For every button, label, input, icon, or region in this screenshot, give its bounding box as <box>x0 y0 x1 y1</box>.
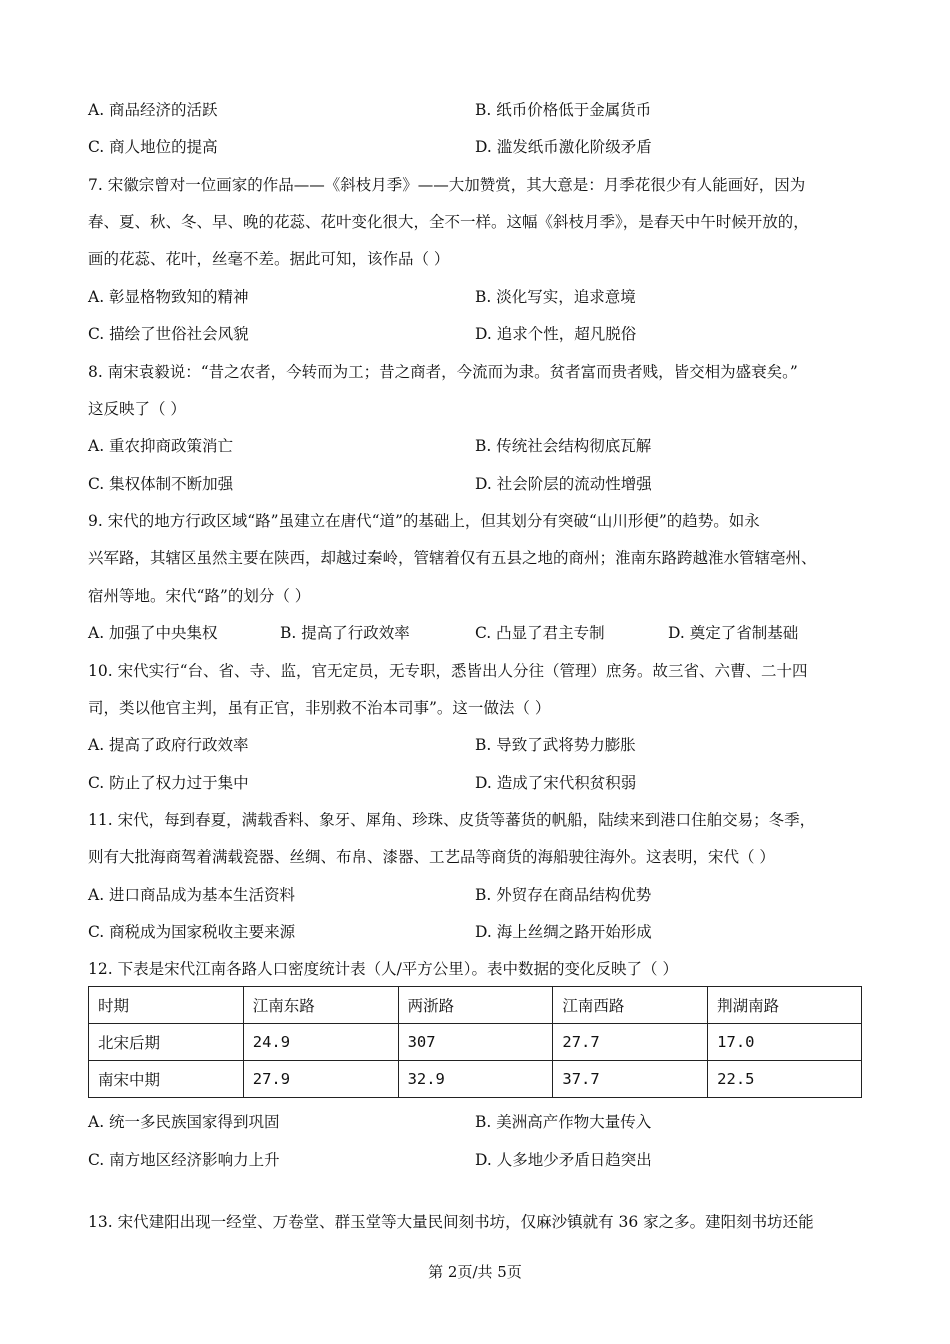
table-row <box>89 1024 862 1061</box>
table-cell: 17.0 <box>708 1024 862 1061</box>
q9-stem-line-1: 9. 宋代的地方行政区域“路”虽建立在唐代“道”的基础上，但其划分有突破“山川形便”的趋势。如永 <box>88 512 760 530</box>
table-row <box>89 1061 862 1098</box>
q7-stem-line-3: 画的花蕊、花叶，丝毫不差。据此可知，该作品（ ） <box>88 250 450 268</box>
q13-stem-line-1: 13. 宋代建阳出现一经堂、万卷堂、群玉堂等大量民间刻书坊，仅麻沙镇就有 36 家之多。建阳刻书坊还能 <box>88 1213 814 1231</box>
table-header-cell: 时期 <box>89 987 244 1024</box>
table-cell: 27.9 <box>243 1061 398 1098</box>
q7-stem-line-1: 7. 宋徽宗曾对一位画家的作品——《斜枝月季》——大加赞赏，其大意是：月季花很少有人能画好，因为 <box>88 176 806 194</box>
table-header-cell: 荆湖南路 <box>708 987 862 1024</box>
q11-option-d: D. 海上丝绸之路开始形成 <box>475 923 652 941</box>
table-cell: 南宋中期 <box>89 1061 244 1098</box>
q9-option-b: B. 提高了行政效率 <box>280 624 410 642</box>
q8-option-c: C. 集权体制不断加强 <box>88 475 234 493</box>
q8-option-a: A. 重农抑商政策消亡 <box>88 437 234 455</box>
q7-option-a: A. 彰显格物致知的精神 <box>88 288 249 306</box>
q11-option-b: B. 外贸存在商品结构优势 <box>475 886 652 904</box>
q12-stem: 12. 下表是宋代江南各路人口密度统计表（人/平方公里）。表中数据的变化反映了（ ） <box>88 960 678 978</box>
q11-option-a: A. 进口商品成为基本生活资料 <box>88 886 296 904</box>
page-footer: 第 2页/共 5页 <box>428 1263 522 1281</box>
q12-option-a: A. 统一多民族国家得到巩固 <box>88 1113 280 1131</box>
table-cell: 北宋后期 <box>89 1024 244 1061</box>
table-header-cell: 江南西路 <box>553 987 708 1024</box>
q6-option-c: C. 商人地位的提高 <box>88 138 218 156</box>
q7-option-d: D. 追求个性，超凡脱俗 <box>475 325 637 343</box>
q6-option-b: B. 纸币价格低于金属货币 <box>475 101 652 119</box>
q12-option-b: B. 美洲高产作物大量传入 <box>475 1113 652 1131</box>
population-density-table <box>88 986 862 1098</box>
q7-option-c: C. 描绘了世俗社会风貌 <box>88 325 249 343</box>
table-cell: 22.5 <box>708 1061 862 1098</box>
q11-stem-line-2: 则有大批海商驾着满载瓷器、丝绸、布帛、漆器、工艺品等商货的海船驶往海外。这表明，宋代（ ） <box>88 848 775 866</box>
q8-stem-line-1: 8. 南宋袁毅说：“昔之农者，今转而为工；昔之商者，今流而为隶。贫者富而贵者贱，皆交相为盛衰矣。” <box>88 363 798 381</box>
q7-stem-line-2: 春、夏、秋、冬、早、晚的花蕊、花叶变化很大，全不一样。这幅《斜枝月季》，是春天中午时候开放的， <box>88 213 809 231</box>
q10-stem-line-2: 司，类以他官主判，虽有正官，非别救不治本司事”。这一做法（ ） <box>88 699 551 717</box>
q9-option-c: C. 凸显了君主专制 <box>475 624 605 642</box>
q9-stem-line-3: 宿州等地。宋代“路”的划分（ ） <box>88 587 311 605</box>
q10-option-c: C. 防止了权力过于集中 <box>88 774 249 792</box>
q10-option-b: B. 导致了武将势力膨胀 <box>475 736 636 754</box>
table-header-row <box>89 987 862 1024</box>
table-header-cell: 两浙路 <box>398 987 553 1024</box>
table-cell: 27.7 <box>553 1024 708 1061</box>
q12-option-d: D. 人多地少矛盾日趋突出 <box>475 1151 652 1169</box>
q7-option-b: B. 淡化写实，追求意境 <box>475 288 636 306</box>
table-cell: 32.9 <box>398 1061 553 1098</box>
q12-option-c: C. 南方地区经济影响力上升 <box>88 1151 280 1169</box>
q6-option-a: A. 商品经济的活跃 <box>88 101 218 119</box>
table-header-cell: 江南东路 <box>243 987 398 1024</box>
table-cell: 37.7 <box>553 1061 708 1098</box>
q8-option-d: D. 社会阶层的流动性增强 <box>475 475 652 493</box>
q11-stem-line-1: 11. 宋代，每到春夏，满载香料、象牙、犀角、珍珠、皮货等蕃货的帆船，陆续来到港口住舶交易；冬季， <box>88 811 816 829</box>
q8-option-b: B. 传统社会结构彻底瓦解 <box>475 437 652 455</box>
q8-stem-line-2: 这反映了（ ） <box>88 400 186 418</box>
q10-stem-line-1: 10. 宋代实行“台、省、寺、监，官无定员，无专职，悉皆出人分往（管理）庶务。故三省、六曹、二十四 <box>88 662 808 680</box>
q9-stem-line-2: 兴军路，其辖区虽然主要在陕西，却越过秦岭，管辖着仅有五县之地的商州；淮南东路跨越淮水管辖亳州、 <box>88 549 817 567</box>
table-cell: 24.9 <box>243 1024 398 1061</box>
q6-option-d: D. 滥发纸币激化阶级矛盾 <box>475 138 652 156</box>
q11-option-c: C. 商税成为国家税收主要来源 <box>88 923 296 941</box>
q10-option-a: A. 提高了政府行政效率 <box>88 736 249 754</box>
q9-option-a: A. 加强了中央集权 <box>88 624 218 642</box>
q10-option-d: D. 造成了宋代积贫积弱 <box>475 774 637 792</box>
q9-option-d: D. 奠定了省制基础 <box>668 624 799 642</box>
table-cell: 307 <box>398 1024 553 1061</box>
